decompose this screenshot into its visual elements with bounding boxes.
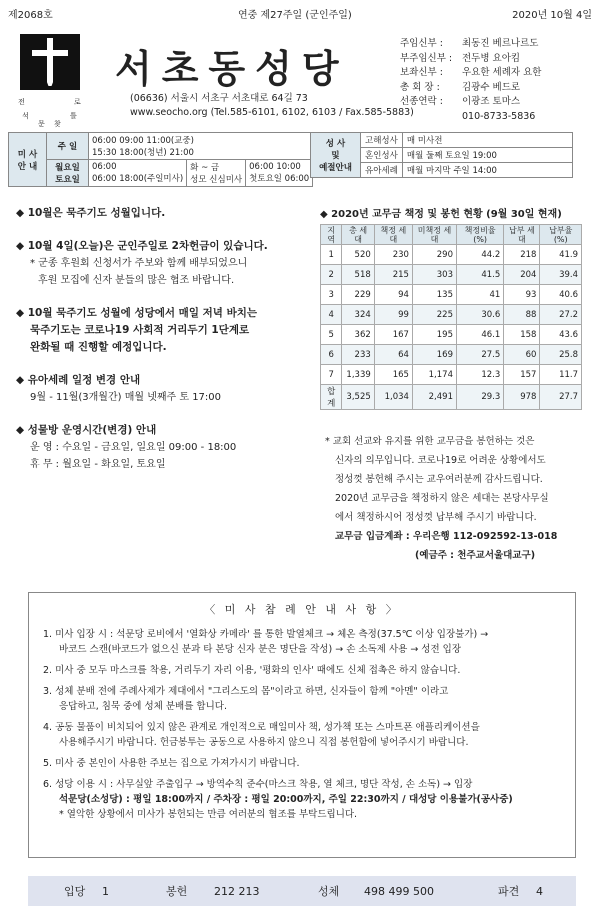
hymn-offertory-numbers: 212 213 [214, 884, 260, 898]
guide-item: 3. 성체 분배 전에 주례사제가 제대에서 "그리스도의 몸"이라고 하면, 신자들이 함께 "아멘" 이라고 응답하고, 침묵 중에 성체 분배를 합니다. [43, 686, 449, 712]
bank-account: 교무금 입금계좌 : 우리은행 112-092592-13-018 [335, 531, 558, 542]
guide-title: 〈 미 사 참 례 안 내 사 항 〉 [204, 603, 400, 616]
svg-text:전: 전 [18, 98, 25, 106]
staff-row: 주임신부 : 최동진 베르나르도 [400, 38, 539, 49]
staff-row: 010-8733-5836 [462, 110, 536, 122]
hymn-entrance-label: 입당 [64, 885, 86, 898]
guide-item: 6. 성당 이용 시 : 사무실앞 주출입구 → 방역수칙 준수(마스크 착용, 열 체크, 명단 작성, 손 소독) → 입장 석문당(소성당) : 평일 18:00까지 / 주차장 : 평일 20:00까지, 주일 22:30까지 / 대성당 이용불가(공사중) * 열악한 상황에서 미사가 봉헌되는 만큼 여러분의 협조를 부탁드립니다. [43, 779, 513, 820]
issue-number: 제2068호 [8, 10, 53, 21]
tithe-status [320, 205, 590, 410]
notices: ◆ 10월은 묵주기도 성월입니다. ◆ 10월 4일(오늘)은 군인주일로 2차헌금이 있습니다. * 군종 후원회 신청서가 주보와 함께 배부되었으니 후원 모집에 신자 분들의 많은 협조 바랍니다. ◆ 10월 묵주기도 성월에 성당에서 매일 저녁 바치는 묵주기도는 코로나19 사회적 거리두기 1단계로 완화될 때 진행할 예정입니다. ◆ 유아세례 일정 변경 안내 9월 - 11월(3개월간) 매월 넷째주 토 17:00 ◆ 성물방 운영시간(변경) 안내 운 영 : 수요일 - 금요일, 일요일 09:00 - 18:00 휴 무 : 월요일 - 화요일, 토요일 [16, 207, 268, 470]
account-holder: (예금주 : 천주교서울대교구) [415, 550, 536, 561]
table-row: 5 362 167 195 46.1 158 43.6 [321, 325, 582, 345]
svg-text:문: 문 [38, 120, 45, 128]
tithe-table: 지역 총 세대 책정 세대 미책정 세대 책정비율 (%) 납부 세대 납부율 (%) 1 520 230 290 44.2 218 41.9 2 518 215 303 41.5 204 39.4 3 229 94 135 41 93 40.6 4 324 99 225 30.6 88 27.2 5 362 167 195 46.1 158 43.6 6 233 64 169 27.5 60 25.8 7 1,339 165 1,174 12.3 157 11.7 합계 3,525 1,034 2,491 29.3 978 27.7 [320, 224, 582, 410]
hymn-recessional-label: 파견 [498, 885, 520, 898]
guide-item: 2. 미사 중 모두 마스크를 착용, 거리두기 자리 이용, '평화의 인사' 때에도 신체 접촉은 하지 않습니다. [43, 665, 461, 676]
table-row: 4 324 99 225 30.6 88 27.2 [321, 305, 582, 325]
table-row: 6 233 64 169 27.5 60 25.8 [321, 345, 582, 365]
table-total-row: 합계 3,525 1,034 2,491 29.3 978 27.7 [321, 385, 582, 410]
parish-name: 서초동성당 [115, 47, 349, 91]
table-row: 7 1,339 165 1,174 12.3 157 11.7 [321, 365, 582, 385]
svg-text:석: 석 [22, 112, 29, 120]
parish-address-block [130, 92, 414, 120]
table-row: 2 518 215 303 41.5 204 39.4 [321, 265, 582, 285]
guide-item: 5. 미사 중 본인이 사용한 주보는 집으로 가져가시기 바랍니다. [43, 758, 300, 769]
tithe-status-title: ◆ 2020년 교무금 책정 및 봉헌 현황 (9월 30일 현재) [320, 209, 562, 220]
liturgical-week: 연중 제27주일 (군인주일) [238, 10, 352, 21]
sacrament-schedule-table: 성 사 및 예절안내 고해성사 매 미사전 혼인성사 매월 둘째 토요일 19:00 유아세례 매월 마지막 주일 14:00 [310, 132, 573, 178]
svg-text:찾: 찾 [54, 120, 61, 128]
parish-logo [10, 30, 90, 130]
tithe-note: * 교회 선교와 유지를 위한 교무금을 봉헌하는 것은 신자의 의무입니다. 코로나19로 어려운 상황에서도 정성껏 봉헌해 주시는 교우여러분께 감사드립니다. 2020년 교무금을 책정하지 않은 세대는 본당사무실 에서 책정하시어 정성껏 납부해 주시기 바랍니다. 교무금 입금계좌 : 우리은행 112-092592-13-018 (예금주 : 천주교서울대교구) [325, 436, 558, 561]
hymn-offertory-label: 봉헌 [166, 885, 188, 898]
issue-date: 2020년 10월 4일 [512, 10, 592, 21]
staff-row: 부주임신부 : 전두병 요아킴 [400, 52, 521, 64]
hymn-entrance-number: 1 [102, 884, 109, 898]
hymn-bar [28, 876, 576, 906]
staff-row: 총 회 장 : 김광수 베드로 [400, 81, 521, 93]
table-row: 1 520 230 290 44.2 218 41.9 [321, 245, 582, 265]
svg-text:로: 로 [74, 98, 81, 106]
hymn-communion-label: 성체 [318, 885, 340, 898]
guide-item: 1. 미사 입장 시 : 석문당 로비에서 '열화상 카메라' 를 통한 발열체크 → 체온 측정(37.5℃ 이상 입장불가) → 바코드 스캔(바코드가 없으신 분과 타 본당 신자 분은 명단을 작성) → 손 소독제 사용 → 성전 입장 [43, 629, 489, 655]
mass-schedule-table: 미 사 안 내 주 일 06:00 09:00 11:00(교중) 15:30 18:00(청년) 21:00 월요일 토요일 06:00 06:00 18:00(주일미사) 화 ~ 금 성모 신심미사 06:00 10:00 첫토요일 06:00 [8, 132, 313, 187]
hymn-recessional-number: 4 [536, 884, 543, 898]
top-line [8, 6, 592, 22]
hymn-communion-numbers: 498 499 500 [364, 884, 434, 898]
table-row: 3 229 94 135 41 93 40.6 [321, 285, 582, 305]
svg-text:틀: 틀 [70, 112, 77, 120]
staff-row: 보좌신부 : 우요한 세례자 요한 [400, 67, 542, 78]
staff-list [400, 37, 541, 124]
mass-guide-box [28, 592, 576, 858]
guide-item: 4. 공동 물품이 비치되어 있지 않은 관계로 개인적으로 매일미사 책, 성가책 또는 스마트폰 애플리케이션을 사용해주시기 바랍니다. 헌금봉투는 공동으로 사용하지 않으니 직접 봉헌함에 넣어주시기 바랍니다. [43, 722, 480, 748]
staff-row: 선종연락 : 이광조 토마스 [400, 96, 521, 107]
parish-contact: www.seocho.org (Tel.585-6101, 6102, 6103 / Fax.585-5883) [130, 107, 414, 118]
parish-address: (06636) 서울시 서초구 서초대로 64길 73 [130, 93, 308, 104]
